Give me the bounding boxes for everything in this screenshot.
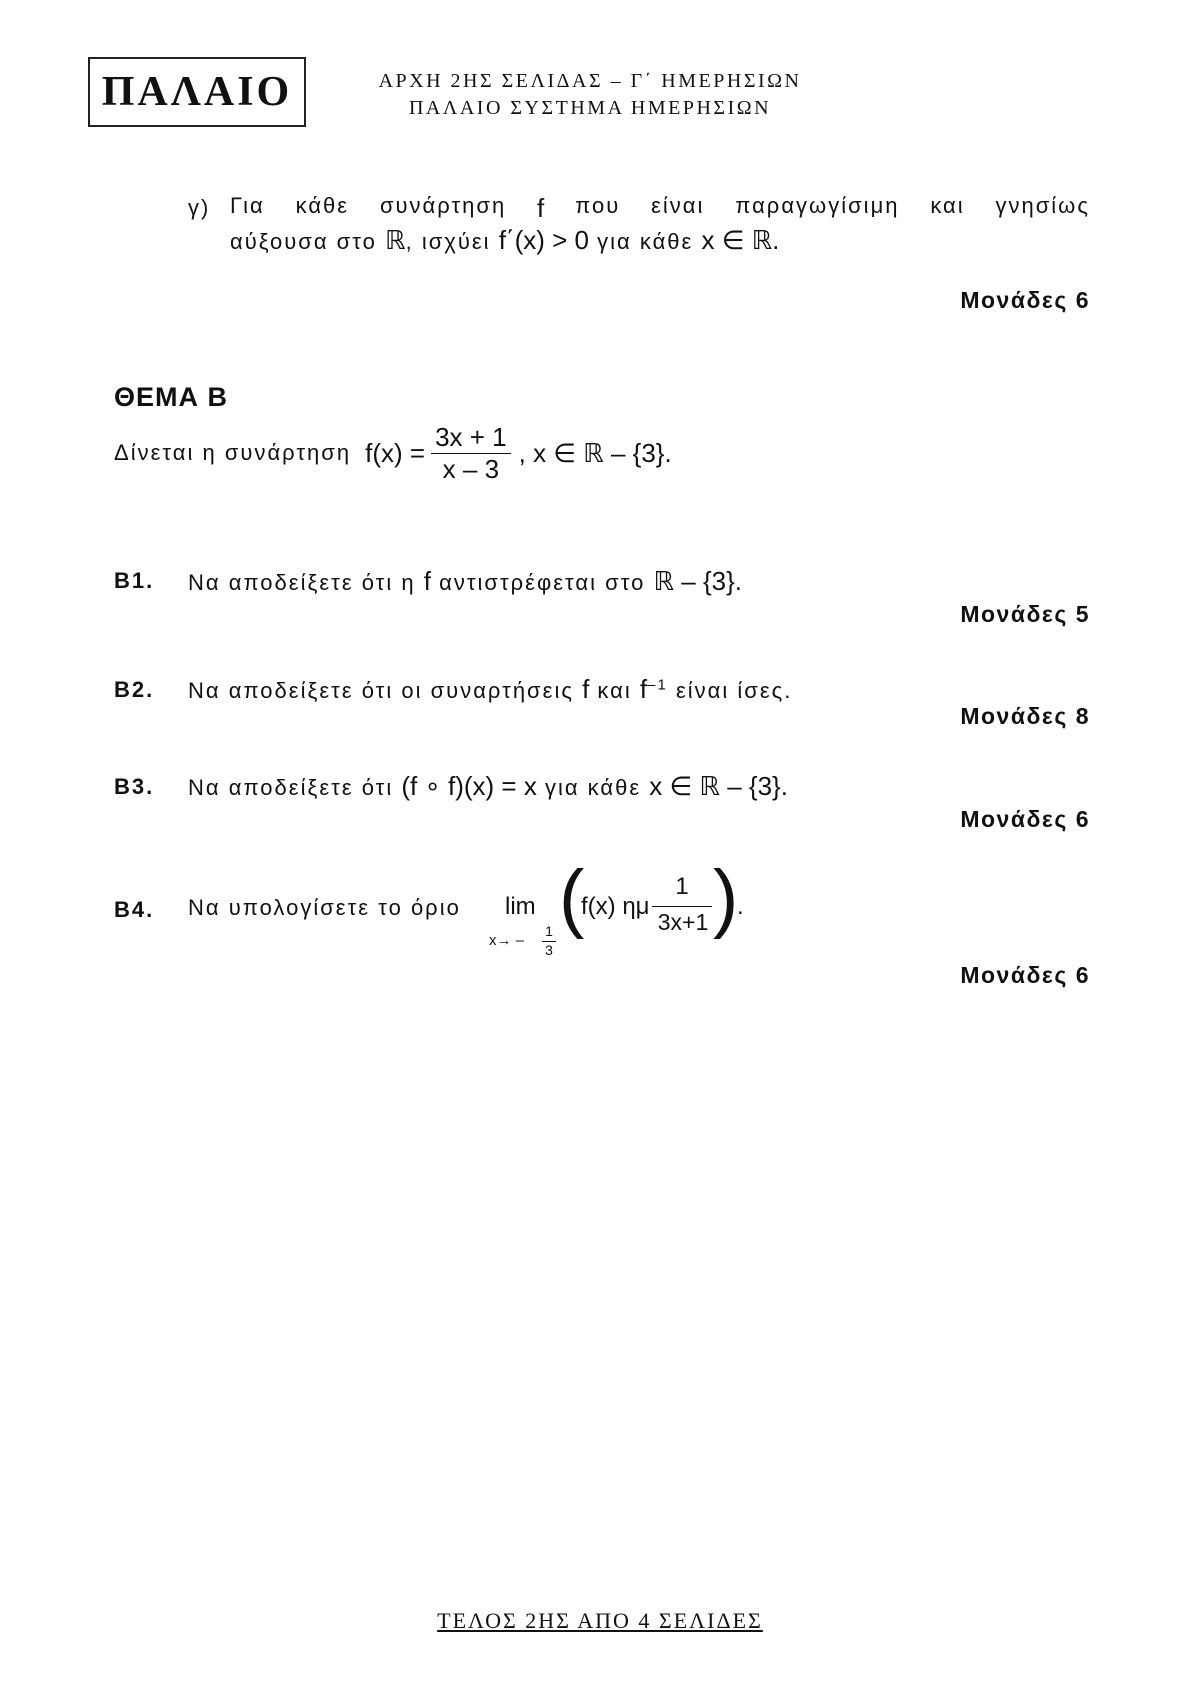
item-c-word: κάθε [295,193,350,218]
inner-frac-num: 1 [675,873,689,900]
item-c-word: Για [230,193,265,218]
item-c-word: και [930,193,965,218]
real-numbers-symbol: ℝ [385,226,406,255]
question-b2-marks: Μονάδες 8 [960,703,1090,729]
item-c-line1 [230,193,1090,224]
question-b3-text [188,771,788,802]
page-footer: ΤΕΛΟΣ 2ΗΣ ΑΠΟ 4 ΣΕΛΙΔΕΣ [437,1608,763,1633]
b2-text2: και [597,678,632,703]
page-header-line2: ΠΑΛΑΙΟ ΣΥΣΤΗΜΑ ΗΜΕΡΗΣΙΩΝ [408,97,772,119]
function-fraction [431,422,511,485]
b3-text: Να αποδείξετε ότι [188,775,394,800]
question-b1-text [188,566,742,597]
b4-limit-expression [489,855,749,966]
inner-frac-den: 3x+1 [657,909,709,935]
fraction-numerator: 3x + 1 [435,421,507,452]
page-header-line1: ΑΡΧΗ 2ΗΣ ΣΕΛΙΔΑΣ – Γ΄ ΗΜΕΡΗΣΙΩΝ [378,70,802,92]
item-c-label: γ) [188,195,211,220]
right-paren: ) [713,855,739,940]
fraction-denominator: x – 3 [431,453,511,485]
question-b1-label: B1. [114,568,155,593]
question-b4-marks: Μονάδες 6 [960,962,1090,988]
item-c-word: γνησίως [995,193,1090,218]
lim-subscript: x→ – [489,932,525,949]
inner-frac-bar [652,906,712,907]
item-c-marks: Μονάδες 6 [960,287,1090,313]
inverse-superscript: –1 [647,676,668,694]
item-c-text2: , ισχύει [405,229,491,254]
lim-operator: lim [505,893,536,920]
left-paren: ( [559,855,585,940]
b4-text: Να υπολογίσετε το όριο [188,895,461,920]
b2-text3: είναι ίσες. [675,678,793,703]
lim-subscript-den: 3 [545,942,553,958]
item-c-word: f [537,193,545,223]
b1-domain: ℝ – {3}. [653,566,743,596]
limit-period: . [737,893,744,920]
limit-body: f(x) ημ [581,893,650,920]
b1-text2: αντιστρέφεται στο [439,570,646,595]
function-lhs: f(x) = [365,437,426,468]
item-c-word: συνάρτηση [379,193,507,218]
b2-text: Να αποδείξετε ότι οι συναρτήσεις [188,678,574,703]
item-c-word: παραγωγίσιμη [735,193,900,218]
question-b3-marks: Μονάδες 6 [960,806,1090,832]
item-c-text1: αύξουσα στο [230,229,377,254]
b3-text2: για κάθε [544,775,642,800]
question-b1-marks: Μονάδες 5 [960,601,1090,627]
old-system-stamp: ΠΑΛΑΙΟ [88,57,306,127]
question-b2-label: B2. [114,677,155,702]
question-b3-label: B3. [114,774,155,799]
b1-text: Να αποδείξετε ότι η [188,570,416,595]
theme-title: ΘΕΜΑ Β [114,382,228,412]
item-c-derivative: f΄(x) > 0 [498,225,589,255]
b1-math-f: f [423,566,431,596]
question-b4-label: B4. [114,897,155,922]
item-c-word: που [575,193,621,218]
b3-composition: (f ∘ f)(x) = x [401,771,537,801]
b3-domain: x ∈ ℝ – {3}. [649,771,788,801]
b2-math-finv: f [639,674,648,704]
theme-given-text: Δίνεται η συνάρτηση [114,440,352,465]
function-domain: , x ∈ ℝ – {3}. [518,437,672,468]
item-c-text3: για κάθε [597,229,694,254]
item-c-word: είναι [651,193,705,218]
lim-subscript-num: 1 [545,923,553,939]
item-c-domain: x ∈ ℝ. [701,225,780,255]
question-b2-text [188,674,792,705]
theme-given [114,418,672,488]
item-c-line2 [230,225,779,256]
b2-math-f: f [582,674,590,704]
